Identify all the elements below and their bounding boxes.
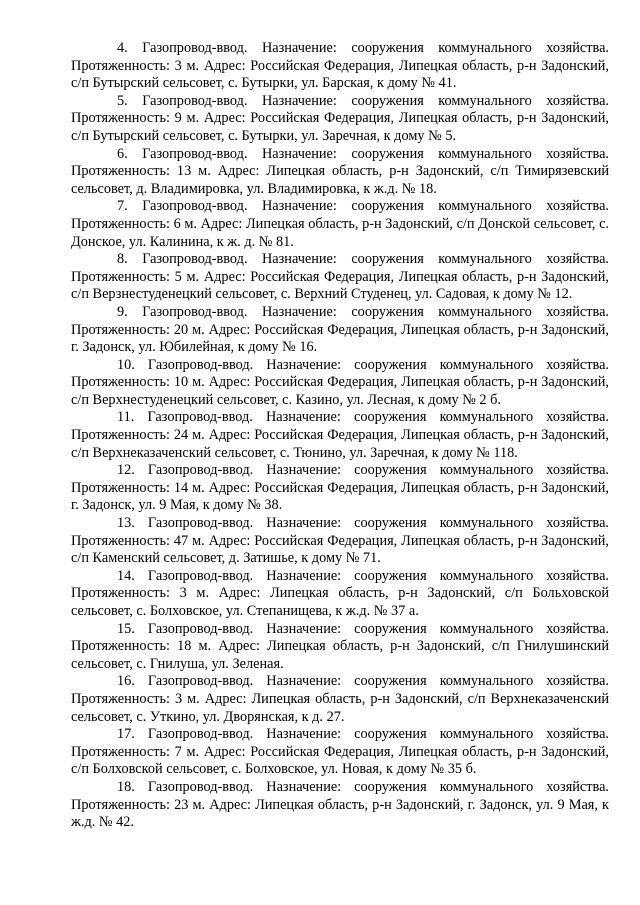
item-number: 12 .	[117, 462, 148, 478]
item-number: 13 .	[117, 515, 148, 531]
item-text: Газопровод-ввод. Назначение: сооружения коммунального хозяйства. Протяженность: 9 м. Адрес: Российская Федерация, Липецкая область, р-н Задонский, с/п Бутырский сельсовет, с. Бутырки, ул. Заречная, к дому № 5.	[71, 92, 609, 144]
item-number: 7 .	[117, 198, 142, 214]
item-text: Газопровод-ввод. Назначение: сооружения коммунального хозяйства. Протяженность: 3 м. Адрес: Российская Федерация, Липецкая область, р-н Задонский, с/п Бутырский сельсовет, с. Бутырки, ул. Барская, к дому № 41.	[71, 40, 609, 92]
item-text: Газопровод-ввод. Назначение: сооружения коммунального хозяйства. Протяженность: 18 м. Адрес: Липецкая область, р-н Задонский, с/п Гнилушинский сельсовет, с. Гнилуша, ул. Зеленая.	[71, 620, 609, 672]
item-number: 10 .	[117, 357, 148, 373]
list-item	[71, 93, 609, 146]
item-number: 8 .	[117, 251, 142, 267]
item-text: Газопровод-ввод. Назначение: сооружения коммунального хозяйства. Протяженность: 10 м. Адрес: Российская Федерация, Липецкая область, р-н Задонский, с/п Верхнестуденецкий сельсовет, с. Казино, ул. Лесная, к дому № 2 б.	[71, 356, 609, 408]
list-item	[71, 40, 609, 93]
document-page	[71, 40, 609, 832]
item-text: Газопровод-ввод. Назначение: сооружения коммунального хозяйства. Протяженность: 14 м. Адрес: Российская Федерация, Липецкая область, р-н Задонский, г. Задонск, ул. 9 Мая, к дому № 38.	[71, 462, 609, 514]
item-text: Газопровод-ввод. Назначение: сооружения коммунального хозяйства. Протяженность: 6 м. Адрес: Липецкая область, р-н Задонский, с/п Донской сельсовет, с. Донское, ул. Калинина, к ж. д. № 81.	[71, 198, 609, 250]
list-item	[71, 146, 609, 199]
item-text: Газопровод-ввод. Назначение: сооружения коммунального хозяйства. Протяженность: 20 м. Адрес: Российская Федерация, Липецкая область, р-н Задонский, г. Задонск, ул. Юбилейная, к дому № 16.	[71, 303, 609, 356]
item-text: Газопровод-ввод. Назначение: сооружения коммунального хозяйства. Протяженность: 5 м. Адрес: Российская Федерация, Липецкая область, р-н Задонский, с/п Верзнестуденецкий сельсовет, с. Верхний Студенец, ул. Садовая, к дому № 12.	[71, 251, 609, 303]
item-number: 14 .	[117, 568, 148, 584]
list-item	[71, 357, 609, 410]
item-text: Газопровод-ввод. Назначение: сооружения коммунального хозяйства. Протяженность: 24 м. Адрес: Российская Федерация, Липецкая область, р-н Задонский, с/п Верхнеказаченский сельсовет, с. Тюнино, ул. Заречная, к дому № 118.	[71, 409, 609, 461]
item-number: 18 .	[117, 779, 148, 795]
item-text: Газопровод-ввод. Назначение: сооружения коммунального хозяйства. Протяженность: 13 м. Адрес: Липецкая область, р-н Задонский, с/п Тимирязевский сельсовет, д. Владимировка, ул. Владимировка, к ж.д. № 18.	[71, 145, 609, 197]
list-item	[71, 726, 609, 779]
list-item	[71, 515, 609, 568]
item-number: 15 .	[117, 621, 148, 637]
item-number: 16 .	[117, 673, 148, 689]
item-number: 5 .	[117, 93, 142, 109]
list-item	[71, 198, 609, 251]
list-item	[71, 462, 609, 515]
list-item	[71, 568, 609, 621]
item-text: Газопровод-ввод. Назначение: сооружения коммунального хозяйства. Протяженность: 47 м. Адрес: Российская Федерация, Липецкая область, р-н Задонский, с/п Каменский сельсовет, д. Затишье, к дому № 71.	[71, 515, 609, 567]
item-number: 17 .	[117, 726, 148, 742]
item-text: Газопровод-ввод. Назначение: сооружения коммунального хозяйства. Протяженность: 3 м. Адрес: Липецкая область, р-н Задонский, с/п Верхнеказаченский сельсовет, с. Уткино, ул. Дворянская, к д. 27.	[71, 673, 609, 725]
item-number: 9 .	[117, 304, 142, 320]
item-number: 11 .	[117, 409, 148, 425]
item-number: 6 .	[117, 146, 142, 162]
list-item	[71, 251, 609, 304]
list-item	[71, 621, 609, 674]
item-number: 4 .	[117, 40, 142, 56]
item-text: Газопровод-ввод. Назначение: сооружения коммунального хозяйства. Протяженность: 3 м. Адрес: Липецкая область, р-н Задонский, с/п Больховской сельсовет, с. Болховское, ул. Степанищева, к ж.д. № 37 а.	[71, 567, 609, 619]
list-item	[71, 304, 609, 357]
item-text: Газопровод-ввод. Назначение: сооружения коммунального хозяйства. Протяженность: 23 м. Адрес: Липецкая область, р-н Задонский, г. Задонск, ул. 9 Мая, к ж.д. № 42.	[71, 778, 609, 831]
item-text: Газопровод-ввод. Назначение: сооружения коммунального хозяйства. Протяженность: 7 м. Адрес: Российская Федерация, Липецкая область, р-н Задонский, с/п Болховской сельсовет, с. Болховское, ул. Новая, к дому № 35 б.	[71, 726, 609, 778]
list-item	[71, 409, 609, 462]
list-item	[71, 673, 609, 726]
list-item	[71, 779, 609, 832]
